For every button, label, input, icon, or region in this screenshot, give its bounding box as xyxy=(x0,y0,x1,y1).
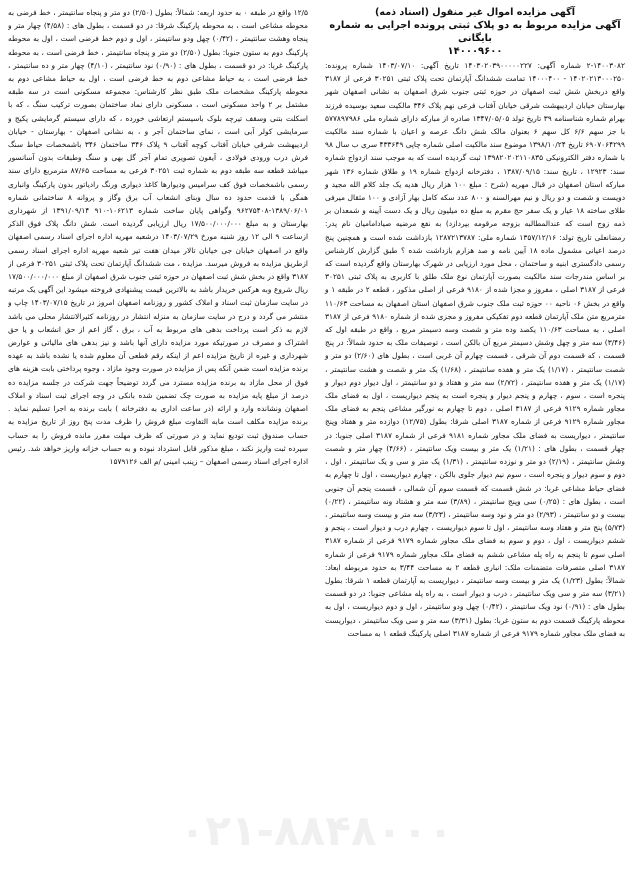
notice-body-part-2: ۱۲/۵ واقع در طبقه ۰ به حدود اربعه: شمالاً: بطول (۲/۵۰) دو متر و پنجاه سانتیمتر ، خط فرضی به محوطه مشاعی است ، به محوطه پارکینگ شرقا: در دو قسمت ، بطول های : (۴/۵۸) چهار متر و پنجاه وهشت سانتیمتر ، (۰/۴۲) چهل ودو سانتیمتر ، اول و دوم خط فرضی است ، اول به محوطه پارکینگ دوم به ستون جنوبا: بطول (۲/۵۰) دو متر و پنجاه سانتیمتر ، خط فرضی است ، به محوطه پارکینگ غربا: در دو قسمت ، بطول های : (۰/۹۰) نود سانتیمتر ، (۴/۱۰) چهار متر و ده سانتیمتر ، خط فرضی است ، به حیاط مشاعی دوم به خط فرضی است ، اول به حیاط مشاعی دوم به محوطه پارکینگ مشخصات ملک طبق نظر کارشناس: مجموعه مسکونی است در سه طبقه مشتمل بر ۲ واحد مسکونی است ، مسکونی دارای نماد ساختمان بصورت ترکیب سنگ ، که با اسکلت بتنی وسقف تیرچه بلوک باسیستم ارتعاشی خورده ، که دارای سیستم گرمایشی پکیج و سرمایشی کولر آبی است ، نمای ساختمان آجر و ، به نشانی اصفهان - بهارستان - خیابان اردیبهشت شرقی خیابان آفتاب کوچه آفتاب ۹ پلاک ۳۴۶ ساختمان ۳۴۶ باشمخصات حیاط سنگ فرش درب ورودی فولادی ، آیفون تصویری تمام آجر گل بهی و سنگ وطبقات بدون آسانسور میباشد قطعه سه طبقه دوم به شماره ثبت ۳۰۲۵۱ فرعی به مساحت ۸۷/۶۵ مترمربع دارای سند رسمی باشمخصات فوق کف سرامیس ودیوارها کاغذ دیواری ورنگ رادیاتور بدون پارکینگ وانباری همگی با قدمت حدود ده سال وبنای انشعاب آب برق وگاز و پروانه ۸ ساختمانی شماره ۱۳۸۹/۰۶/۰۱-۹۶۲۷۵۴۰۸ وگواهی پایان ساخت شماره ۱۰۶۲۱۳-۹۱۰ ۱۳۹۱/۰۹/۱۴ از شهرداری بهارستان و به مبلغ ۱۷/۵۰۰/۰۰۰/۰۰۰ ریال ارزیابی گردیده است. شش دانگ پلاک فوق الذکر ازساعت ۹ الی ۱۲ روز شنبه مورخ ۱۴۰۳/۰۷/۲۹ درشعبه مهریه اداره اجرای اسناد رسمی اصفهان واقع در اصفهان خیابان جی خیابان تالار میدان هفت تیر شعبه مهریه اداره اجرای اسناد رسمی ازطریق مزایده به فروش میرسد. مزایده ، مت ششدانگ آپارتمان تحت پلاک ثبتی ۳۰۲۵۱ فرعی از ۳۱۸۷ واقع در بخش شش ثبت اصفهان در حوزه ثبتی جنوب شرق اصفهان از مبلغ ۱۷/۵۰۰/۰۰۰/۰۰۰ ریال شروع وبه هرکس خریدار باشد به بالاترین قیمت پیشنهادی فروخته میشود این آگهی یک مرتبه در سایت سازمان ثبت اسناد و املاک کشور و روزنامه اصفهان امروز در تاریخ ۱۴۰۳/۰۷/۱۵ چاپ و منتشر می گردد و درج در سایت سازمان به منزله انتشار در روزنامه کثیرالانتشار محلی می باشد لازم به ذکر است پرداخت بدهی های مربوط به آب ، برق ، گاز اعم از حق انشعاب و یا حق اشتراک و مصرف در صورتیکه مورد مزایده دارای آنها باشد و نیز بدهی های مالیاتی و عوارض شهرداری و غیره از تاریخ مزایده اعم از اینکه رقم قطعی آن معلوم شده یا نشده باشد به عهده برنده مزایده است ضمن آنکه پس از مزایده در صورت وجود مازاد ، وجوه پرداختی بابت هزینه های فوق از محل مازاد به برنده مزایده مسترد می گردد توضیحاً جهت شرکت در جلسه مزایده ده درصد از مبلغ پایه مزایده به صورت چک تضمین شده بانکی در وجه اجرای ثبت اسناد و املاک اصفهان ونشانده وارد و ارائه (در ساعت اداری به دفترخانه ) بابت برنده به اجرا تسلیم نماید . برنده مزایده مکلف است مابه التفاوت مبلغ فروش را ظرف مدت پنج روز از تاریخ مزایده به حساب صندوق ثبت تودیع نماید و در صورتی که ظرف مهلت مقرر مانده فروش را به حساب سپرده ثبت واریز نکند ، مبلغ مذکور قابل استرداد نبوده و به حساب خزانه واریز خواهد شد. رئیس اداره اجرای اسناد رسمی اصفهان – زینب امینی /م الف ۱۵۷۹۱۲۶ xyxy=(8,8,309,466)
case-number: ۱۴۰۰۰۹۶۰۰ xyxy=(447,46,503,57)
phone-number-watermark: ۰۲۱-۸۸۴۸۰۰۰ xyxy=(179,805,454,855)
left-column xyxy=(8,6,310,806)
notice-body-part-1: ۲-۱۴۰۰۳۰۸۲ شماره آگهی: ۱۴۰۳۰۲۰۳۹۰۰۰۰۰۲۲۷ تاریخ آگهی: ۱۴۰۳/۰۷/۱۰ شماره پرونده: ۱۴۰۲۰۲۱۳۰۰۰۲۵۰ - ۱۴۰۰۰۴۰۰ تمامت ششدانگ آپارتمان تحت پلاک ثبتی ۳۰۲۵۱ فرعی از ۳۱۸۷ واقع دربخش شش ثبت اصفهان در حوزه ثبتی جنوب شرق اصفهان به نشانی اصفهان شهر بهارستان خیابان اردیبهشت شرقی خیابان آفتاب فرعی نهم پلاک ۳۴۶ مالکیت سعید بوسیده فرزند بهرام شماره شناسنامه ۳۹ تاریخ تولد ۱۳۴۷/۰۵/۰۵ صادره از مبارکه دارای شماره ملی ۵۷۷۸۹۷۹۸۶ با جز سهم ۶/۶ کل سهم ۶ بعنوان مالک شش دانگ عرصه و اعیان با شماره سند مالکیت ۶۹۰۷۰۶۴۲۹۹ تاریخ ۱۳۹۸/۱۰/۲۴ موضوع سند مالکیت اصلی شماره چاپی ۴۳۳۶۴۹ سری ب سال ۹۸ با شماره دفتر الکترونیکی ۱۳۹۸۲۰۲۰۲۱۱۰۸۳۵ ثبت گردیده است که به موجب سند ازدواج شماره سند: ۱۲۹۲۳ ، تاریخ سند: ۱۳۸۷/۰۹/۱۵ ، دفترخانه ازدواج شماره ۱۹ و طلاق شماره ۱۳۶ شهر مبارکه استان اصفهان در قبال مهریه (شرح : مبلغ ۱۰۰ هزار ریال هدیه یک جلد کلام الله مجید و دویست و شصت و دو ریال و نیم مهرالسنه و ۸۰۰ عدد سکه کامل بهار آزادی و ۱۰۰ مثقال میرفی طلای ساخته ۱۸ عیار و یک سفر حج مقرم به مبلغ ده میلیون ریال و یک دست آیینه و شمعدان بر ذمه زوج است که عندالمطالبه بزوجه مرقومه بپردازد) به نفع مرضیه صیادامامیان نام پدر: رمضانعلی تاریخ تولد: ۱۳۵۷/۱۲/۱۶ شماره ملی: ۱۲۸۷۲۱۳۷۸۷ بازداشت شده است و همچنین پنج درصد اعیانی مشمول ماده ۱۸ آیین نامه و صد هزارم بازداشت شده ؟ طبق گزارش کارشناس رسمی دادگستری ابنیه و ساختمان ، محل مورد ارزیابی در شهرک بهارستان واقع گردیده است که بر اساس مندرجات سند مالکیت بصورت آپارتمان نوع ملک طلق با کاربری به پلاک ثبتی ۳۰۲۵۱ فرعی از ۳۱۸۷ اصلی ، مفروز و مجزا شده از ۹۱۸۰ فرعی از اصلی مذکور ، قطعه ۲ در طبقه ۱ و واقع در بخش ۰۶ ناحیه ۰۰ حوزه ثبت ملک جنوب شرق اصفهان استان اصفهان به مساحت ۱۱۰/۶۳ مترمربع متن ملک آپارتمان قطعه دوم تفکیکی مفروز و مجزی شده از شماره ۹۱۸۰ فرعی از ۳۱۸۷ اصلی ، به مساحت ۱۱۰/۶۳ یکصد وده متر و شصت وسه دسیمتر مربع ، واقع در طبقه اول که (۳/۴۶) سه متر و چهل وشش دسیمتر مربع آن بالکن است ، توصیفات ملک به حدود شمالاً: در پنج قسمت ، که قسمت دوم آن شرقی ، قسمت چهارم آن غربی است ، بطول های (۲/۶۰) دو متر و شصت سانتیمتر ، (۱/۱۷) یک متر و هفده سانتیمتر ، (۱/۶۸) یک متر و شصت و هشت سانتیمتر ، (۱/۱۷) یک متر و هفده سانتیمتر ، (۲/۷۲) سه متر و هفتاد و دو سانتیمتر ، اول دیوار دوم دیوار و پنجره است ، سوم ، چهارم و پنجم دیوار و پنجره است به پنجم دیواریست ، اول به فضای ملک مجاور شماره ۹۱۲۹ فرعی از ۳۱۸۷ اصلی ، دوم تا چهارم به نورگیر مشاعی پنجم به فضای ملک مجاور شماره ۹۱۲۹ فرعی از شماره ۳۱۸۷ اصلی شرقا: بطول (۱۲/۷۵) دوازده متر و هفتاد وپنج سانتیمتر ، دیواریست به فضای ملک مجاور شماره ۹۱۸۱ فرعی از شماره ۳۱۸۷ اصلی جنوبا: در چهار قسمت ، بطول های : (۱/۲۱) یک متر و بیست ویک سانتیمتر ، (۴/۶۶) چهار متر و شصت وشش سانتیمتر ، (۲/۱۹) دو متر و نوزده سانتیمتر ، (۱/۳۱) یک متر و سی و یک سانتیمتر ، اول ، دوم و سوم دیوار و پنجره است ، سوم نیم دیوار جلوی بالکن ، چهارم دیواریست ، اول تا چهارم به فضای حیاط مشاعی غربا: در شش قسمت که قسمت سوم آن شمالی ، قسمت پنجم آن جنوبی است ، بطول های : (۰/۲۵) سی وپنج سانتیمتر ، (۳/۸۹) سه متر و هشتاد ونه سانتیمتر ، (۰/۲۲) بیست و دو سانتیمتر ، (۲/۹۳) دو متر و نود وسه سانتیمتر ، (۳/۲۳) سه متر و بیست وسه سانتیمتر ، (۵/۷۳) پنج متر و هفتاد وسه سانتیمتر ، اول تا سوم دیواریست ، چهارم درب و دیوار است ، پنجم و ششم دیواریست ، اول ، دوم و سوم به فضای ملک مجاور شماره ۹۱۷۹ فرعی از شماره ۳۱۸۷ اصلی سوم تا پنجم به راه پله مشاعی ششم به فضای ملک مجاور شماره ۹۱۷۹ فرعی از شماره ۳۱۸۷ اصلی متصرفات متضمنات ملک: انباری قطعه ۲ به مساحت ۳/۴۴ به حدود مربوطه ابعاد: شمالاً: بطول (۱/۲۳) یک متر و بیست وسه سانتیمتر ، دیواریست به آپارتمان قطعه ۱ شرقا: بطول (۳/۲۱) سه متر و سی ویک سانتیمتر ، درب و دیوار است ، به راه پله مشاعی جنوبا: در دو قسمت بطول های : (۰/۹۱) نود ویک سانتیمتر ، (۰/۴۲) چهل ودو سانتیمتر ، اول و دوم دیواریست ، اول به محوطه پارکینگ قسمت دوم به ستون غربا: بطول (۳/۳۱) سه متر و سی ویک سانتیمتر ، دیواریست به فضای ملک مجاور شماره ۹۱۷۹ فرعی از شماره ۳۱۸۷ اصلی پارکینگ قطعه ۱ به مساحت xyxy=(325,61,625,638)
notice-subtitle: آگهی مزایده مربوط به دو پلاک ثبتی پرونده اجرایی به شماره بایگانی xyxy=(329,20,621,44)
right-column xyxy=(323,6,625,806)
notice-header xyxy=(325,6,625,58)
footer-watermark xyxy=(0,800,633,860)
notice-title: آگهی مزایده اموال غیر منقول (اسناد ذمه) xyxy=(375,7,575,18)
text-columns xyxy=(8,6,625,806)
